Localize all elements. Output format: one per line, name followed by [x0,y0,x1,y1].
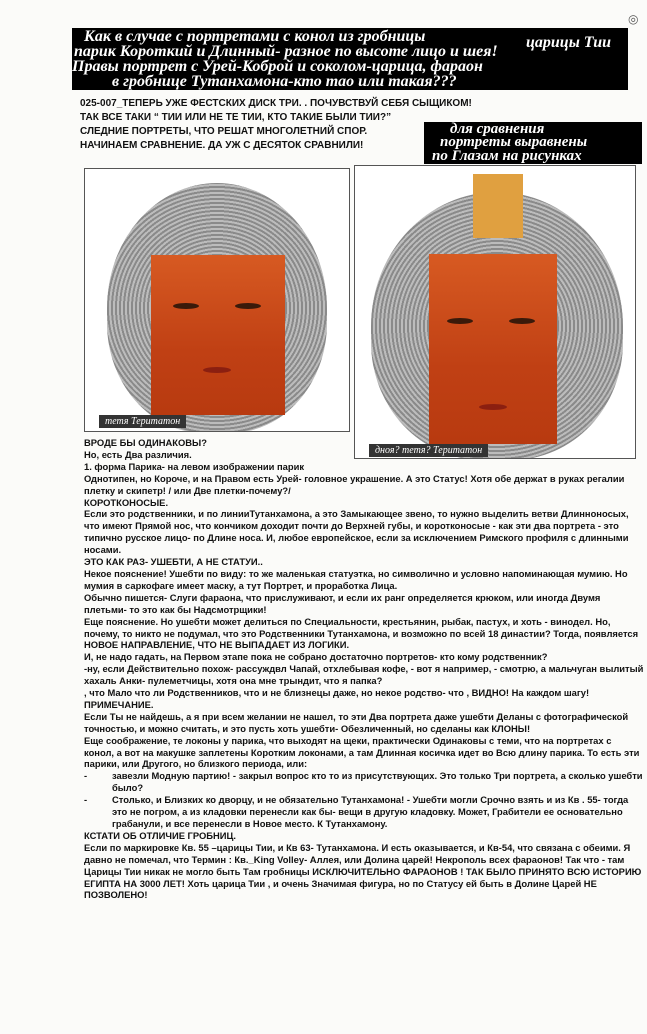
header-line-3: Правы портрет с Урей-Коброй и соколом-царица, фараон [72,58,483,75]
intro-line: СЛЕДНИЕ ПОРТРЕТЫ, ЧТО РЕШАТ МНОГОЛЕТНИЙ СПОР. [80,126,368,137]
section-heading: ПРИМЕЧАНИЕ. [84,698,154,710]
paragraph: Еще пояснение. Но ушебти может делиться по Специальности, крестьянин, рыбак, пастух, и хоть - винодел. Но, почему, то никто не подумал, что это Родственники Тутанхамона, и возможно по всей 18 династии? Тогда, появляется [84,615,639,639]
face-left [151,255,285,415]
paragraph: Если это родственники, и по линииТутанхамона, а это Замыкающее звено, то нужно выделить ветви Длинноносых, что имеют Прямой нос, что кончиком доходит почти до Верхней губы, и коротконосые - как эти два портрета - это типично русское лицо- по Длине носа. И, любое европейское, если за исключением Римского профиля с длинными носами. [84,508,629,556]
portrait-left [84,168,350,432]
section-heading: ВРОДЕ БЫ ОДИНАКОВЫ? [84,437,207,448]
compare-line-2: портреты выравнены [440,134,588,150]
header-line-2: парик Короткий и Длинный- разное по высоте лицо и шея! [74,43,498,60]
paragraph: , что Мало что ли Родственников, что и не близнецы даже, но некое родство- что , ВИДНО! На каждом шагу! [84,687,590,699]
paragraph: Если Ты не найдешь, а я при всем желании не нашел, то эти Два портрета даже ушебти Деланы с фотографической точностью, и можно считать, и это пусть хоть ушебти- Обезличенный, но сделаны как КЛОНЫ! [84,710,629,734]
header-banner [72,28,628,90]
header-line-1: Как в случае с портретами с конол из гробницы [84,28,426,45]
compare-line-3: по Глазам на рисунках [432,148,582,164]
paragraph: Некое пояснение! Ушебти по виду: то же маленькая статуэтка, но символично и условно напоминающая мумию. Но мумия в саркофаге имеет маску, а тут Портрет, и проработка Лица. [84,567,628,591]
mouth [203,367,231,373]
bullet-text: завезли Модную партию! - закрыл вопрос кто то из присутствующих. Это только Три портрета, а сколько ушебти было? [112,770,643,794]
paragraph: -ну, если Действительно похож- рассуждвл Чапай, отхлебывая кофе, - вот я например, - смотрю, а мальчуган вылитый хахаль Анки- пулеметчицы, хотя она мне трындит, что я папка? [84,663,644,687]
header-tiy: царицы Тии [526,34,611,51]
eye [235,303,261,309]
bullet-item [84,770,644,794]
section-heading: КСТАТИ ОБ ОТЛИЧИЕ ГРОБНИЦ. [84,829,236,841]
intro-line: НАЧИНАЕМ СРАВНЕНИЕ. ДА УЖ С ДЕСЯТОК СРАВНИЛИ! [80,140,364,151]
header-line-4: в гробнице Тутанхамона-кто тао или такая??? [112,73,457,90]
section-heading: ЭТО КАК РАЗ- УШЕБТИ, А НЕ СТАТУИ.. [84,556,263,568]
uraeus-crown [473,174,523,238]
section-heading: НОВОЕ НАПРАВЛЕНИЕ, ЧТО НЕ ВЫПАДАЕТ ИЗ ЛОГИКИ. [84,639,350,651]
paragraph: Но, есть Два различия. [84,448,192,460]
compare-line-1: для сравнения [450,121,545,137]
bullet-text: Столько, и Близких ко дворцу, и не обязательно Тутанхамона! - Ушебти могли Срочно взять и из Кв . 55- тогда это не погром, а из кладовки перенесли как бы- вещи в другую кладовку. Может, Грабители ее основательно грабанули, и все перенесли в Новое место. К Тутанхамону. [112,794,629,829]
bullet-marker: - [84,770,88,782]
bullet-marker: - [84,794,88,806]
caption-left: тетя Теритатон [99,415,186,428]
paragraph: Однотипен, но Короче, и на Правом есть Урей- головное украшение. А это Статус! Хотя обе держат в руках регалии плетку и скипетр! / или Две плетки-почему?/ [84,472,625,496]
eye [173,303,199,309]
mouth [479,404,507,410]
compare-note [424,122,642,164]
paragraph: 1. форма Парика- на левом изображении парик [84,460,305,472]
eye [447,318,473,324]
paragraph: И, не надо гадать, на Первом этапе пока не собрано достаточно портретов- кто кому родственник? [84,651,548,663]
paragraph: Обычно пишется- Слуги фараона, что прислуживают, и если их ранг определяется крюком, или иногда Двумя плетьми- то это как бы Надсмотрщики! [84,591,601,615]
intro-line: ТАК ВСЕ ТАКИ “ ТИИ ИЛИ НЕ ТЕ ТИИ, КТО ТАКИЕ БЫЛИ ТИИ?” [80,112,392,123]
eye [509,318,535,324]
paragraph: Если по маркировке Кв. 55 –царицы Тии, и Кв 63- Тутанхамона. И есть оказывается, и Кв-54, что связана с обеими. Я давно не помечал, что Термин : Кв._King Volley- Аллея, или Долина царей! Некрополь всех фараонов! Так что - там Царицы Тии никак не могло быть Там гробницы ИСКЛЮЧИТЕЛЬНО ФАРАОНОВ ! ТАК БЫЛО ПРИНЯТО ВСЮ ИСТОРИЮ ЕГИПТА НА 3000 ЛЕТ! Хоть царица Тии , и очень Значимая фигура, но по Статусу ей быть в Долине Царей НЕ ПОЗВОЛЕНО! [84,841,642,901]
section-heading: КОРОТКОНОСЫЕ. [84,496,169,508]
caption-right: дноя? тетя? Теритатон [369,444,488,457]
article-body [84,437,644,901]
corner-mark: ◎ [628,12,639,26]
portrait-right [354,165,636,459]
bullet-item [84,794,644,830]
intro-line: 025-007_ТЕПЕРЬ УЖЕ ФЕСТСКИХ ДИСК ТРИ. . ПОЧУВСТВУЙ СЕБЯ СЫЩИКОМ! [80,98,472,109]
paragraph: Еще соображение, те локоны у парика, что выходят на щеки, практически Одинаковы с теми, что на портретах с конол, а вот на макушке заплетены Коротким локонами, а там Длинная косичка идет во Всю длину парика. То есть эти парики, или Другого, но близкого периода, или: [84,734,640,770]
face-right [429,254,557,444]
